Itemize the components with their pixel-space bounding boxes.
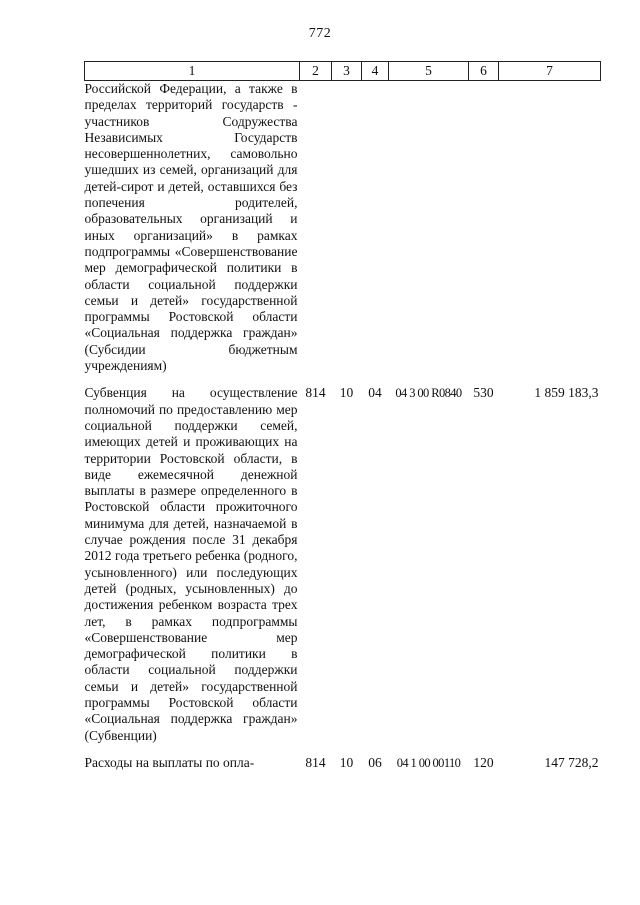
row-description: Субвенция на осуществление полномочий по предоставлению мер социальной поддержки семей, имеющих детей и проживающих на территории Ростовской области, в виде ежемесячной денежной выплаты в размере определенного в Ростовской области прожиточного минимума для детей, назначаемой в случае рождения после 31 декабря 2012 года третьего ребенка (родного, усыновленного) или последующих детей (родных, усыновленных) до достижения ребенком возраста трех лет, в рамках подпрограммы «Совершенствование мер демографической политики в области социальной поддержки семьи и детей» государственной программы Ростовской области «Социальная поддержка граждан» (Субвенции) (84, 385, 298, 743)
header-row (85, 62, 601, 81)
row-col-5: 04 1 00 00110 (396, 755, 461, 770)
row-col-3: 10 (339, 754, 354, 770)
header-col-3: 3 (332, 62, 362, 81)
row-col-6: 120 (473, 754, 494, 770)
page-number: 772 (308, 26, 332, 41)
row-col-5: 04 3 00 R0840 (395, 386, 462, 401)
row-col-4: 06 (368, 754, 382, 770)
row-col-2: 814 (305, 754, 326, 770)
table-header (85, 62, 601, 81)
header-col-7: 7 (499, 62, 601, 81)
row-col-5 (389, 81, 469, 375)
row-col-6: 530 (473, 385, 494, 401)
header-col-1: 1 (85, 62, 300, 81)
budget-table (84, 61, 601, 771)
row-col-2 (300, 81, 332, 375)
row-col-3: 10 (339, 385, 354, 401)
row-description: Российской Федерации, а также в пределах территорий государств - участников Содружества Независимых Государств несовершеннолетних, самовольно ушедших из семей, организаций для детей-сирот и детей, оставшихся без попечения родителей, образовательных организаций и иных организаций» в рамках подпрограммы «Совершенствование мер демографической политики в области социальной поддержки семьи и детей» государственной программы Ростовской области «Социальная поддержка граждан» (Субсидии бюджетным учреждениям) (84, 81, 298, 374)
row-col-4 (362, 81, 389, 375)
row-col-3 (332, 81, 362, 375)
header-col-4: 4 (362, 62, 389, 81)
row-col-6 (469, 81, 499, 375)
row-col-7: 147 728,2 (544, 754, 599, 770)
row-spacer (85, 744, 601, 755)
row-col-7: 1 859 183,3 (534, 385, 599, 401)
header-col-6: 6 (469, 62, 499, 81)
header-col-2: 2 (300, 62, 332, 81)
table-row (85, 81, 601, 375)
row-col-7 (499, 81, 601, 375)
table-row (85, 755, 601, 771)
table-body (85, 81, 601, 772)
header-col-5: 5 (389, 62, 469, 81)
row-col-4: 04 (368, 385, 382, 401)
row-description: Расходы на выплаты по опла- (84, 754, 255, 770)
row-spacer (85, 374, 601, 385)
row-col-2: 814 (305, 385, 326, 401)
table-row (85, 385, 601, 744)
